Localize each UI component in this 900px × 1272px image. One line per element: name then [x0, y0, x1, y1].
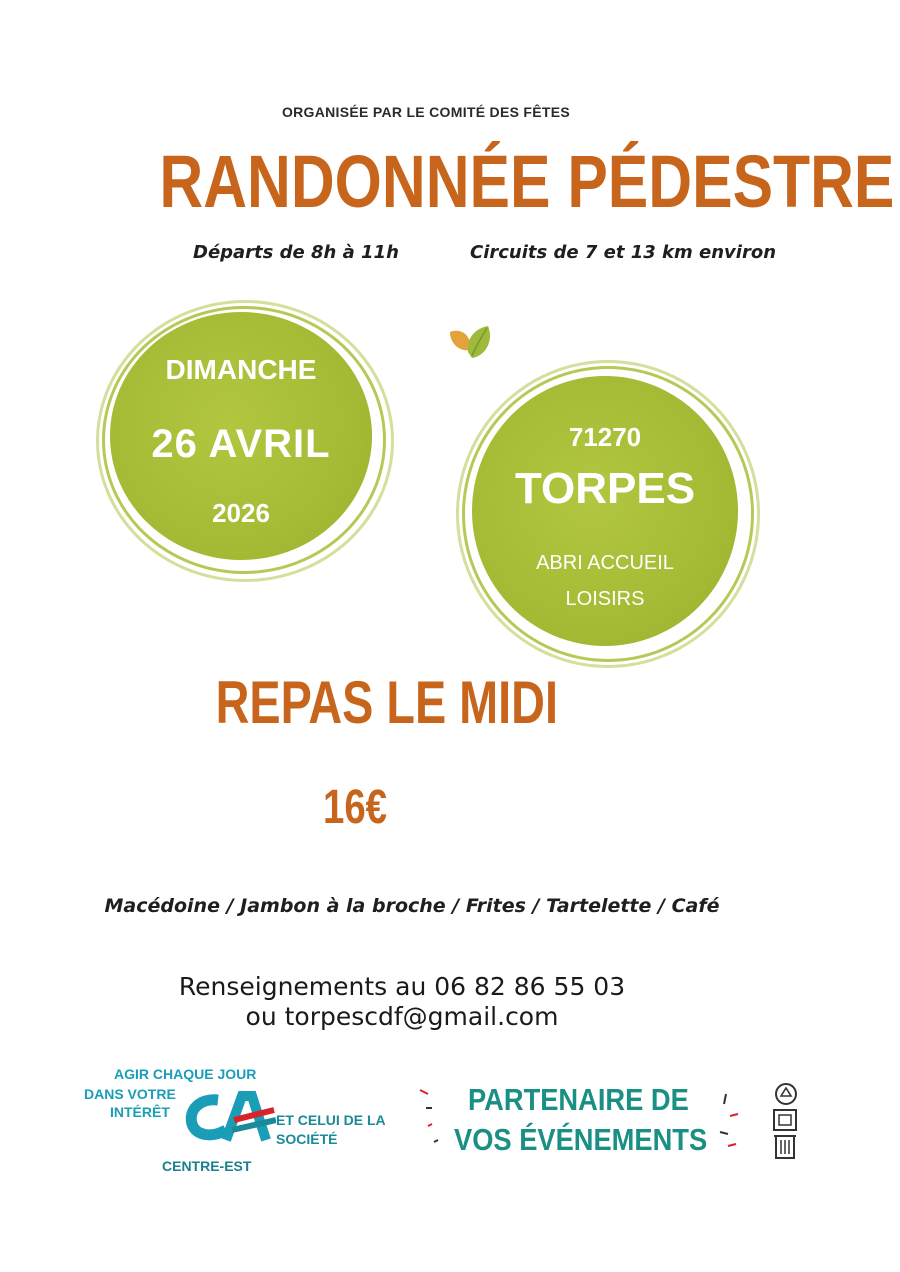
meal-title: REPAS LE MIDI — [215, 669, 558, 736]
circuits-text: Circuits de 7 et 13 km environ — [470, 242, 777, 263]
date-year: 2026 — [212, 498, 270, 528]
contact-email: ou torpescdf@gmail.com — [245, 1002, 559, 1031]
sponsor-region: CENTRE-EST — [162, 1158, 252, 1174]
sponsor-slogan-1: AGIR CHAQUE JOUR — [114, 1066, 257, 1082]
location-venue-line1: ABRI ACCUEIL — [536, 552, 674, 574]
departures-text: Départs de 8h à 11h — [193, 242, 399, 263]
meal-menu: Macédoine / Jambon à la broche / Frites / Tartelette / Café — [104, 895, 720, 917]
date-day: DIMANCHE — [165, 354, 317, 385]
partner-decor-left — [412, 1086, 442, 1150]
organizer-line: ORGANISÉE PAR LE COMITÉ DES FÊTES — [281, 104, 571, 120]
meal-price: 16€ — [322, 781, 388, 834]
date-badge — [110, 312, 372, 560]
bank-logo — [182, 1090, 276, 1146]
page-title: RANDONNÉE PÉDESTRE — [159, 140, 895, 223]
contact-phone: Renseignements au 06 82 86 55 03 — [178, 972, 626, 1001]
location-badge — [472, 376, 738, 646]
trash-bin-icon — [772, 1108, 798, 1160]
sponsor-slogan-3: INTÉRÊT — [110, 1104, 170, 1120]
sponsor-slogan-2: DANS VOTRE — [84, 1086, 176, 1102]
partner-line2: VOS ÉVÉNEMENTS — [454, 1122, 708, 1157]
location-postcode: 71270 — [568, 422, 642, 452]
date-date: 26 AVRIL — [151, 422, 331, 466]
recycle-icon — [774, 1082, 798, 1106]
location-town: TORPES — [514, 464, 696, 513]
sponsor-slogan-4: ET CELUI DE LA — [276, 1112, 386, 1128]
partner-line1: PARTENAIRE DE — [468, 1082, 689, 1117]
location-venue-line2: LOISIRS — [565, 588, 645, 610]
leaf-icon — [446, 322, 494, 366]
sponsor-slogan-5: SOCIÉTÉ — [276, 1131, 338, 1147]
partner-decor-right — [706, 1090, 740, 1154]
